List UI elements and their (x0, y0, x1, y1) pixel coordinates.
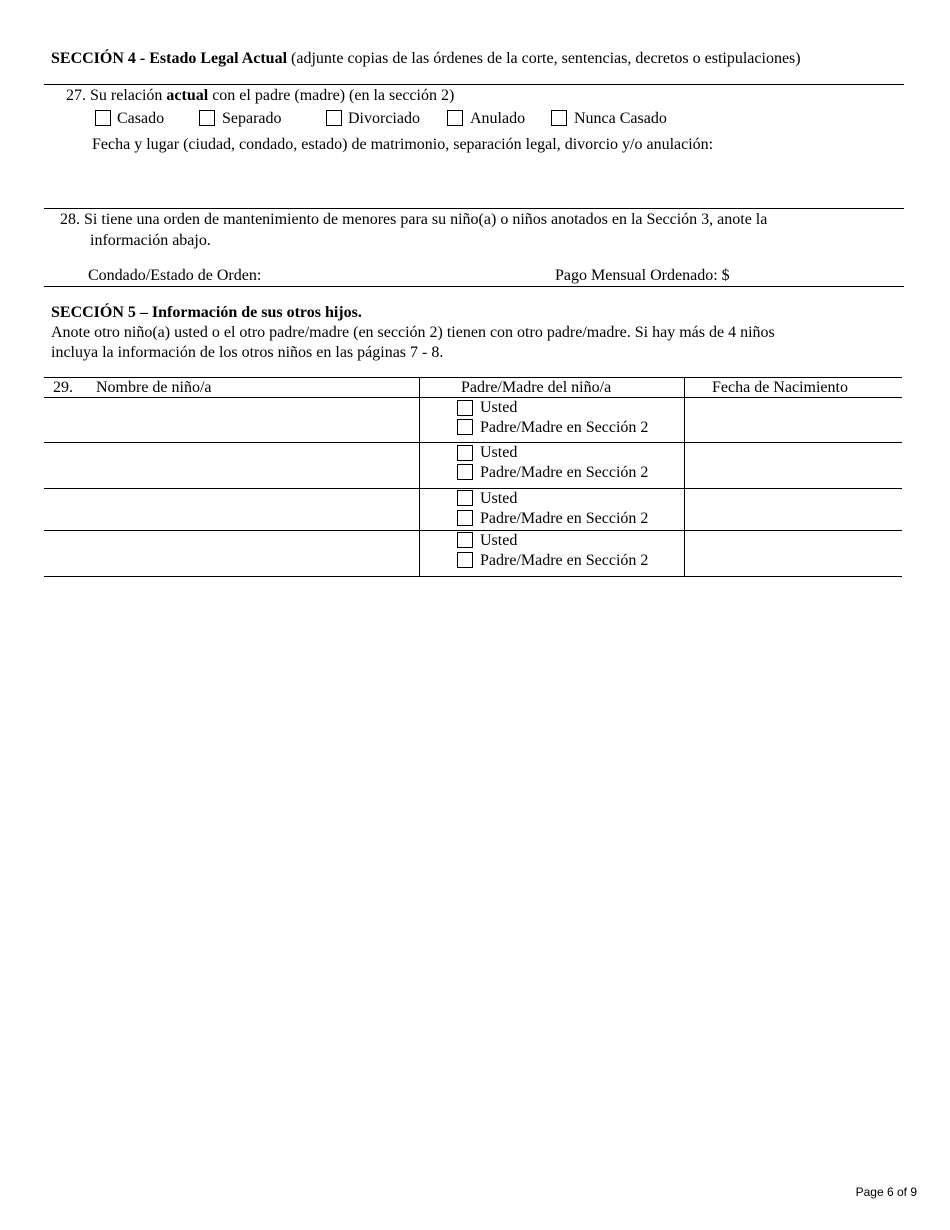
checkbox-parent-section2[interactable] (457, 419, 473, 435)
label-separado: Separado (222, 110, 282, 127)
county-state-input[interactable] (276, 266, 546, 284)
label-casado: Casado (117, 110, 165, 127)
checkbox-casado[interactable] (95, 110, 111, 126)
section5-desc-line2: incluya la información de los otros niños en las páginas 7 - 8. (51, 344, 444, 361)
checkbox-parent-section2[interactable] (457, 464, 473, 480)
q27-number: 27. (66, 87, 86, 104)
label-usted: Usted (480, 444, 518, 461)
divider (44, 84, 904, 85)
checkbox-parent-section2[interactable] (457, 510, 473, 526)
q27-date-place-input[interactable] (92, 160, 902, 204)
table-border-bottom (44, 576, 902, 577)
checkbox-usted[interactable] (457, 400, 473, 416)
table-header-bottom (44, 397, 902, 398)
label-parent-section2: Padre/Madre en Sección 2 (480, 419, 649, 436)
monthly-payment-input[interactable] (750, 266, 900, 284)
table-col-divider (419, 377, 420, 576)
header-child-name: Nombre de niño/a (96, 379, 212, 396)
section5-title: SECCIÓN 5 – Información de sus otros hijos. (51, 304, 362, 321)
child-name-input[interactable] (48, 402, 414, 438)
label-parent-section2: Padre/Madre en Sección 2 (480, 552, 649, 569)
checkbox-anulado[interactable] (447, 110, 463, 126)
q28-question-line1: 28. Si tiene una orden de mantenimiento de menores para su niño(a) o niños anotados en la Sección 3, anote la (60, 211, 768, 228)
monthly-payment-label: Pago Mensual Ordenado: $ (555, 267, 730, 284)
birth-date-input[interactable] (689, 492, 899, 526)
checkbox-nunca-casado[interactable] (551, 110, 567, 126)
label-parent-section2: Padre/Madre en Sección 2 (480, 464, 649, 481)
q28-question-line2: información abajo. (90, 232, 211, 249)
checkbox-divorciado[interactable] (326, 110, 342, 126)
label-usted: Usted (480, 490, 518, 507)
table-row-divider (44, 488, 902, 489)
checkbox-usted[interactable] (457, 532, 473, 548)
birth-date-input[interactable] (689, 447, 899, 483)
table-number: 29. (53, 379, 73, 396)
divider (44, 208, 904, 209)
checkbox-parent-section2[interactable] (457, 552, 473, 568)
section5-desc-line1: Anote otro niño(a) usted o el otro padre/madre (en sección 2) tienen con otro padre/madre. Si hay más de 4 niños (51, 324, 775, 341)
divider (44, 286, 904, 287)
section4-title-rest: (adjunte copias de las órdenes de la corte, sentencias, decretos o estipulaciones) (287, 50, 801, 67)
label-usted: Usted (480, 532, 518, 549)
label-anulado: Anulado (470, 110, 526, 127)
table-row-divider (44, 442, 902, 443)
label-divorciado: Divorciado (348, 110, 420, 127)
checkbox-usted[interactable] (457, 490, 473, 506)
table-row-divider (44, 530, 902, 531)
table-col-divider (684, 377, 685, 576)
q27-date-place-label: Fecha y lugar (ciudad, condado, estado) de matrimonio, separación legal, divorcio y/o anulación: (92, 136, 714, 153)
child-name-input[interactable] (48, 535, 414, 571)
header-birth-date: Fecha de Nacimiento (712, 379, 848, 396)
county-state-label: Condado/Estado de Orden: (88, 267, 262, 284)
birth-date-input[interactable] (689, 535, 899, 571)
section4-title-bold: SECCIÓN 4 - Estado Legal Actual (51, 50, 288, 67)
section4-title (51, 51, 801, 67)
child-name-input[interactable] (48, 492, 414, 526)
birth-date-input[interactable] (689, 402, 899, 438)
label-parent-section2: Padre/Madre en Sección 2 (480, 510, 649, 527)
checkbox-separado[interactable] (199, 110, 215, 126)
page-number: Page 6 of 9 (855, 1185, 917, 1199)
label-nunca-casado: Nunca Casado (574, 110, 667, 127)
table-border-top (44, 377, 902, 378)
label-usted: Usted (480, 399, 518, 416)
q27-question: 27. Su relación actual con el padre (madre) (en la sección 2) (66, 87, 455, 104)
child-name-input[interactable] (48, 447, 414, 483)
checkbox-usted[interactable] (457, 445, 473, 461)
header-parent: Padre/Madre del niño/a (461, 379, 612, 396)
